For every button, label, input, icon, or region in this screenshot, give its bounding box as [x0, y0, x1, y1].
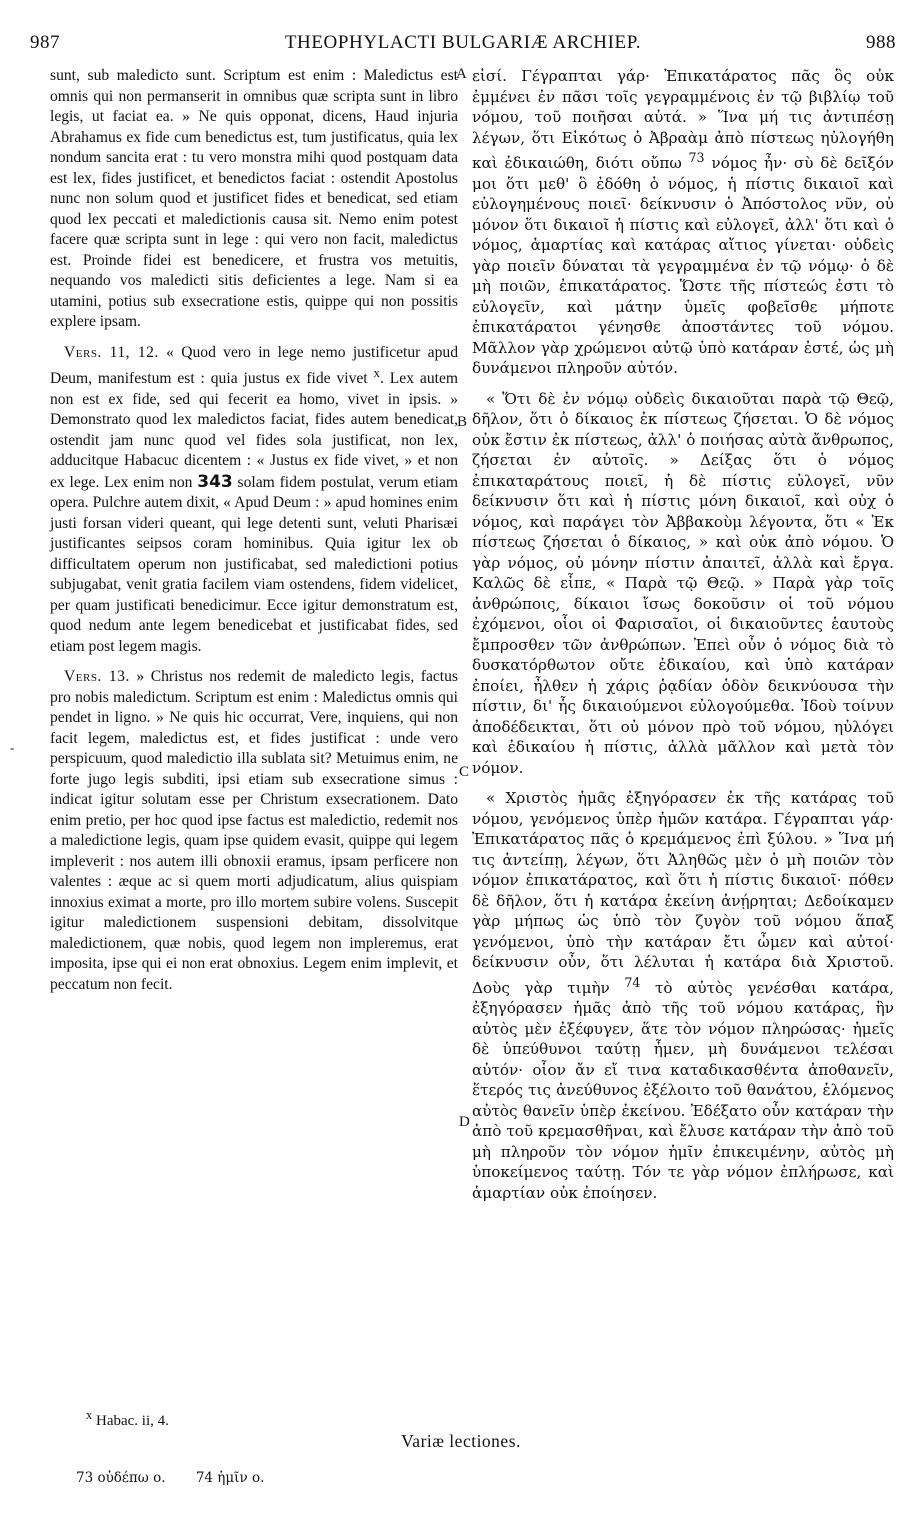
- variant-ref: 73: [688, 150, 705, 165]
- column-number: 343: [197, 471, 233, 492]
- verse-label: Vers. 13.: [64, 668, 130, 686]
- greek-column: [472, 66, 894, 1203]
- footnote-mark: x: [373, 365, 381, 380]
- latin-paragraph: Vers. 13. » Christus nos redemit de maledicto legis, factus pro nobis maledictum. Scriptum est enim : Maledictus omnis qui pendet in ligno. » Ne quis hic occurrat, Vere, inquiens, qui non facit legem, maledictus est, et fides justificat : unde vero perspicuum, quod maledictio illa sublata sit? Metuimus enim, ne forte jugo legis subditi, ipsi etiam sub exsecratione simus : indicat igitur solutam esse per Christum exsecrationem. Dato enim pretio, per hoc quod ipse factus est maledictio, redemit nos a maledictione legis, quam ipse quidem evasit, quippe qui legem impleverit : nos autem illi obnoxii eramus, ipsam perficere non valentes : æque ac si quem morti adjudicatum, alius quispiam innoxius eximat a morte, pro illo mortem subire volens. Suscepit igitur maledictionem suspensioni debitam, dissolvitque maledictionem, quæ nobis, quod legem non impleremus, erat imposita, ipse qui ei non erat obnoxius. Legem enim implevit, et peccatum non fecit.: [50, 668, 458, 993]
- margin-mark-d: D: [459, 1114, 470, 1130]
- left-page-number: 987: [30, 32, 60, 53]
- footnote-mark: x: [86, 1408, 93, 1422]
- variant-ref: 74: [624, 974, 641, 990]
- variant-reading: 73 οὐδέπω ο.: [76, 1470, 166, 1486]
- greek-paragraph: « Ὅτι δὲ ἐν νόμῳ οὐδεὶς δικαιοῦται παρὰ τῷ Θεῷ, δῆλον, ὅτι ὁ δίκαιος ἐκ πίστεως ζήσεται. Ὁ δὲ νόμος οὐκ ἔστιν ἐκ πίστεως, ἀλλ' ὁ ποιήσας αὐτὰ ἄνθρωπος, ζήσεται ἐν αὐτοῖς. » Δείξας ὅτι ὁ νόμος ἐπικαταράτους ποιεῖ, ἡ δὲ πίστις εὐλογεῖ, νῦν δείκνυσιν ὅτι καὶ ἡ πίστις μόνη δικαιοῖ, καὶ οὐχ ὁ νόμος, καὶ παράγει τὸν Ἀββακοὺμ λέγοντα, ὅτι « Ἐκ πίστεως ζήσεται ὁ δίκαιος, » καὶ οὐκ ἀπὸ νόμου. Ὁ γὰρ νόμος, οὐ μόνην πίστιν ἀπαιτεῖ, ἀλλὰ καὶ ἔργα. Καλῶς δὲ εἶπε, « Παρὰ τῷ Θεῷ. » Παρὰ γὰρ τοῖς ἀνθρώποις, δίκαιοι ἴσως δοκοῦσιν οἱ τοῦ νόμου ἐχόμενοι, οἷοι οἱ Φαρισαῖοι, οἱ δικαιοῦντες ἑαυτοὺς ἔμπροσθεν τῶν ἀνθρώπων. Ἐπεὶ οὖν ὁ νόμος διὰ τὸ δυσκατόρθωτον οὔτε ἐδικαίου, καὶ ὑπὸ κατάραν ἐποίει, ἦλθεν ἡ χάρις ῥᾳδίαν ὁδὸν δεικνύουσα τὴν πίστιν, δι' ἧς δικαιούμενοι εὐλογούμεθα. Ἰδοὺ τοίνυν ἀποδέδεικται, ὅτι οὐ μόνον πρὸ τοῦ νόμου, ηὐλόγει καὶ ἐδικαίου ἡ πίστις, ἀλλὰ μᾶλλον καὶ μετὰ τὸν νόμον.: [472, 389, 894, 777]
- footnote-text: Habac. ii, 4.: [96, 1413, 169, 1429]
- margin-mark-c: C: [459, 764, 470, 780]
- running-header: [30, 32, 896, 58]
- verse-label: Vers. 11, 12.: [64, 343, 159, 361]
- latin-paragraph: Vers. 11, 12. « Quod vero in lege nemo justificetur apud Deum, manifestum est : quia justus ex fide vivet $^x$. Lex autem non est ex fide, sed qui fecerit ea homo, vivet in ipsis. » Demonstrato quod lex maledictos faciat, fides autem benedicat, ostendit jam nunc quod vel fides sola justificat, non lex, adducitque Habacuc dicentem : « Justus ex fide vivet, » et non ex lege. Lex enim non 343 solam fidem postulat, verum etiam opera. Pulchre autem dixit, « Apud Deum : » apud homines enim justi forsan videri queant, qui lege detenti sunt, veluti Pharisæi justificantes seipsos coram hominibus. Quia igitur lex ob difficultatem operum non justificabat, sed maledictioni potius subjugabat, venit gratia facilem viam ostendens, fidem videlicet, per quam justificati benedicimur. Ecce igitur demonstratum est, quod nedum ante legem benedicebat et justificabat fides, sed etiam post legem magis.: [50, 343, 458, 655]
- right-page-number: 988: [866, 32, 896, 53]
- latin-paragraph: sunt, sub maledicto sunt. Scriptum est enim : Maledictus est omnis qui non permanserit in omnibus quæ scripta sunt in libro legis, ut faciat ea. » Ne quis opponat, dicens, Haud injuria Abrahamus ex fide cum benedictus est, tum justificatus, quia lex nondum sancita erat : tu vero monstra mihi quod postquam data est lex, fides justificet, et benedictos faciat : ostendit Apostolus nunc non solum quod et justificet fides et benedicat, sed etiam quod lex peccati et maledictionis causa sit. Nemo enim potest facere quæ scripta sunt in lege : qui vero non facit, maledictus est. Proinde fidei est benedicere, et frustra vos metuitis, nequando vos maledicti sitis deficientes a lege. Nam si ea utamini, potius sub exsecratione estis, quippe qui non possitis explere ipsam.: [50, 67, 458, 330]
- running-title: THEOPHYLACTI BULGARIÆ ARCHIEP.: [284, 32, 642, 53]
- latin-column: [50, 66, 458, 995]
- footnote: [86, 1408, 169, 1430]
- margin-dash: -: [10, 740, 15, 755]
- greek-paragraph: εἰσί. Γέγραπται γάρ· Ἐπικατάρατος πᾶς ὃς οὐκ ἐμμένει ἐν πᾶσι τοῖς γεγραμμένοις ἐν τῷ βιβλίῳ τοῦ νόμου, τοῦ ποιῆσαι αὐτά. » Ἵνα μή τις ἀντιπέσῃ λέγων, ὅτι Εἰκότως ὁ Ἀβραὰμ ἀπὸ πίστεως ηὐλογήθη καὶ ἐδικαιώθη, διότι οὔπω $^{73}$ νόμος ἦν· σὺ δὲ δεῖξόν μοι ὅτι μεθ' ὃ ἐδόθη ὁ νόμος, ἡ πίστις δικαιοῖ καὶ εὐλογημένους ποιεῖ· δείκνυσιν ὁ Ἀπόστολος νῦν, οὐ μόνον ὅτι δικαιοῖ ἡ πίστις καὶ εὐλογεῖ, ἀλλ' ὅτι καὶ ὁ νόμος, ἁμαρτίας καὶ κατάρας αἴτιος γίνεται· οὐδεὶς γὰρ ποιεῖν δύναται τὰ γεγραμμένα ἐν τῷ νόμῳ· ὁ δὲ μὴ ποιῶν, ἐπικατάρατος. Ὥστε τῆς πίστεώς ἐστι τὸ εὐλογεῖν, καὶ μάτην ὑμεῖς φοβεῖσθε μήποτε ἐπικατάρατοι γένησθε ἀποστάντες τοῦ νόμου. Μᾶλλον γὰρ χρώμενοι αὐτῷ ὑπὸ κατάραν ἐστέ, ὡς μὴ δυνάμενοι πληροῦν αὐτόν.: [472, 67, 895, 378]
- margin-mark-b: B: [457, 414, 468, 430]
- variant-readings: [76, 1470, 264, 1486]
- margin-mark-a: A: [456, 66, 467, 82]
- variant-reading: 74 ἡμῖν ο.: [195, 1470, 265, 1486]
- variae-lectiones-heading: Variæ lectiones.: [401, 1431, 521, 1451]
- greek-paragraph: « Χριστὸς ἡμᾶς ἐξηγόρασεν ἐκ τῆς κατάρας τοῦ νόμου, γενόμενος ὑπὲρ ἡμῶν κατάρα. Γέγραπται γάρ· Ἐπικατάρατος πᾶς ὁ κρεμάμενος ἐπὶ ξύλου. » Ἵνα μή τις ἀντείπῃ, λέγων, ὅτι Ἀληθῶς μὲν ὁ μὴ ποιῶν τὸν νόμον ἐπικατάρατος, καὶ ὅτι ἡ πίστις δικαιοῖ· πόθεν δὲ δῆλον, ὅτι ἡ κατάρα ἐκείνη ἀνῄρηται; Δεδοίκαμεν γὰρ μήπως ὡς ὑπὸ τὸν ζυγὸν τοῦ νόμου ἅπαξ γενόμενοι, ὑπὸ τὴν κατάραν ἔτι ὦμεν καὶ αὐτοί· δείκνυσιν οὖν, ὅτι λέλυται ἡ κατάρα διὰ Χριστοῦ. Δοὺς γὰρ τιμὴν $^{74}$ τὸ αὐτὸς γενέσθαι κατάρα, ἐξηγόρασεν ἡμᾶς ἀπὸ τῆς τοῦ νόμου κατάρας, ἣν αὐτὸς μὲν ἐξέφυγεν, ἅτε τὸν νόμον πληρώσας· ἡμεῖς δὲ ὑπεύθυνοι ταύτῃ ἦμεν, μὴ δυνάμενοι τελέσαι αὐτόν· οἷον ἄν εἴ τινα καταδικασθέντα ἀποθανεῖν, ἕτερός τις ἀνεύθυνος ἐξέλοιτο τοῦ θανάτου, ἑλόμενος αὐτὸς θανεῖν ὑπὲρ ἐκείνου. Ἐδέξατο οὖν κατάραν τὴν ἀπὸ τοῦ κρεμασθῆναι, καὶ ἔλυσε κατάραν τὴν ἀπὸ τοῦ μὴ πληροῦν τὸν νόμον ἡμῖν ἐπικειμένην, αὐτὸς μὴ ὑποκείμενος ταύτῃ. Τόν τε γὰρ νόμον ἐπλήρωσε, καὶ ἁμαρτίαν οὐκ ἐποίησεν.: [472, 789, 894, 1202]
